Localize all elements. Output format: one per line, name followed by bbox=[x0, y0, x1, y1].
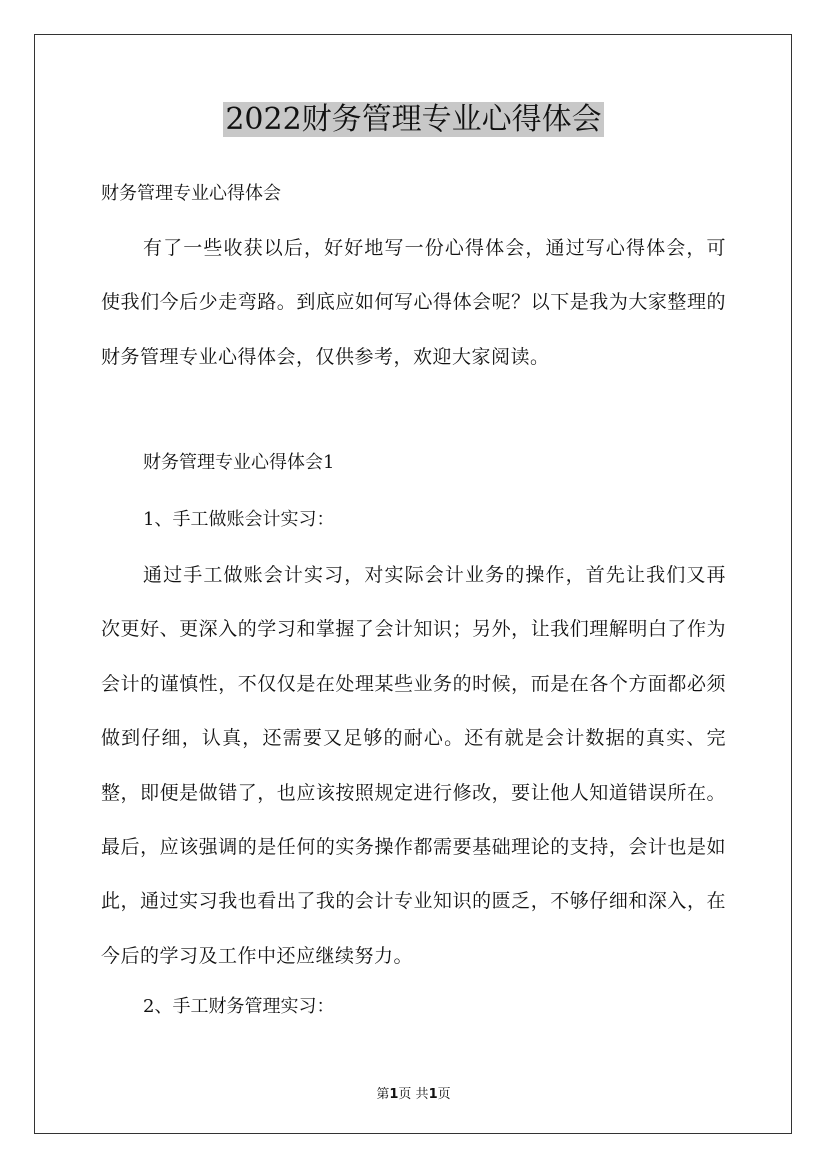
intro-paragraph: 有了一些收获以后，好好地写一份心得体会，通过写心得体会，可使我们今后少走弯路。到底应如何写心得体会呢？以下是我为大家整理的财务管理专业心得体会，仅供参考，欢迎大家阅读。 bbox=[101, 237, 726, 368]
footer-total-pages: 1 bbox=[428, 1087, 438, 1102]
document-subtitle: 财务管理专业心得体会 bbox=[101, 183, 281, 204]
footer-prefix: 第 bbox=[376, 1087, 390, 1102]
document-title: 2022财务管理专业心得体会 bbox=[225, 102, 602, 137]
footer-page-number: 1 bbox=[389, 1087, 399, 1102]
footer-suffix: 页 bbox=[437, 1087, 451, 1102]
item1-paragraph: 通过手工做账会计实习，对实际会计业务的操作，首先让我们又再次更好、更深入的学习和掌握了会计知识；另外，让我们理解明白了作为会计的谨慎性，不仅仅是在处理某些业务的时候，而是在各个方面都必须做到仔细，认真，还需要又足够的耐心。还有就是会计数据的真实、完整，即便是做错了，也应该按照规定进行修改，要让他人知道错误所在。最后，应该强调的是任何的实务操作都需要基础理论的支持，会计也是如此，通过实习我也看出了我的会计专业知识的匮乏，不够仔细和深入，在今后的学习及工作中还应继续努力。 bbox=[101, 564, 726, 967]
section-title: 财务管理专业心得体会1 bbox=[143, 452, 335, 473]
document-title-container bbox=[0, 98, 827, 142]
footer-mid: 页 共 bbox=[398, 1087, 429, 1102]
item1-heading: 1、手工做账会计实习： bbox=[143, 509, 335, 530]
item2-heading: 2、手工财务管理实习： bbox=[143, 996, 335, 1017]
page-footer bbox=[0, 1083, 827, 1102]
